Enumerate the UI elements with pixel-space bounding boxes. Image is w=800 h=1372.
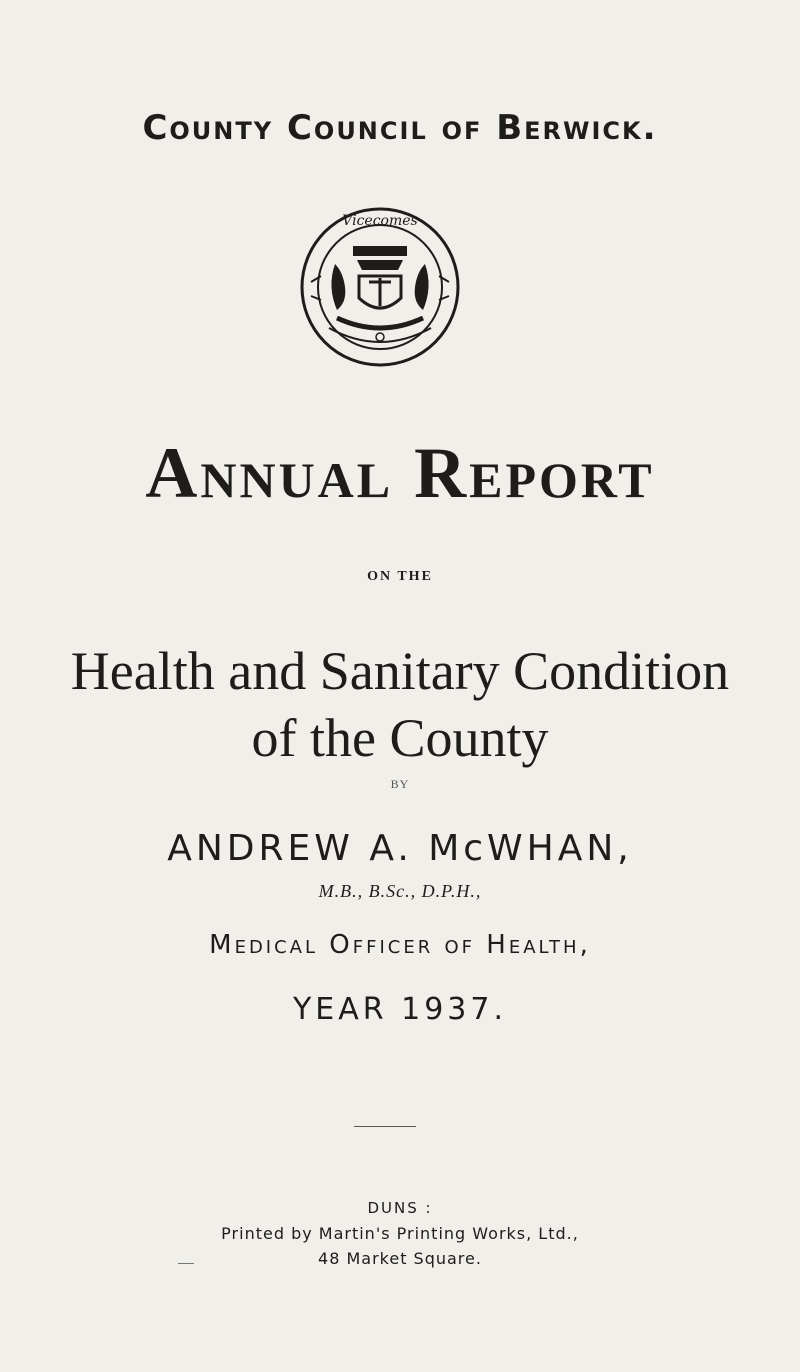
county-seal bbox=[299, 206, 461, 368]
divider bbox=[354, 1126, 416, 1127]
stray-mark bbox=[178, 1263, 194, 1264]
council-heading: County Council of Berwick. bbox=[142, 108, 658, 148]
printer-line-2: 48 Market Square. bbox=[318, 1249, 482, 1268]
report-year: YEAR 1937. bbox=[292, 992, 508, 1027]
subject-line-2: of the County bbox=[251, 708, 549, 768]
printer-place: DUNS : bbox=[367, 1199, 433, 1217]
report-title: Annual Report bbox=[145, 433, 655, 513]
printer-line-1: Printed by Martin's Printing Works, Ltd., bbox=[221, 1224, 579, 1243]
svg-text:Vicecomes: Vicecomes bbox=[342, 213, 418, 229]
office-title: Medical Officer of Health, bbox=[209, 930, 591, 960]
subject-line-1: Health and Sanitary Condition bbox=[70, 641, 730, 701]
by-text: BY bbox=[390, 777, 410, 791]
connector-text: ON THE bbox=[367, 569, 433, 584]
author-degrees: M.B., B.Sc., D.P.H., bbox=[318, 881, 482, 901]
author-name: ANDREW A. McWHAN, bbox=[167, 828, 633, 869]
